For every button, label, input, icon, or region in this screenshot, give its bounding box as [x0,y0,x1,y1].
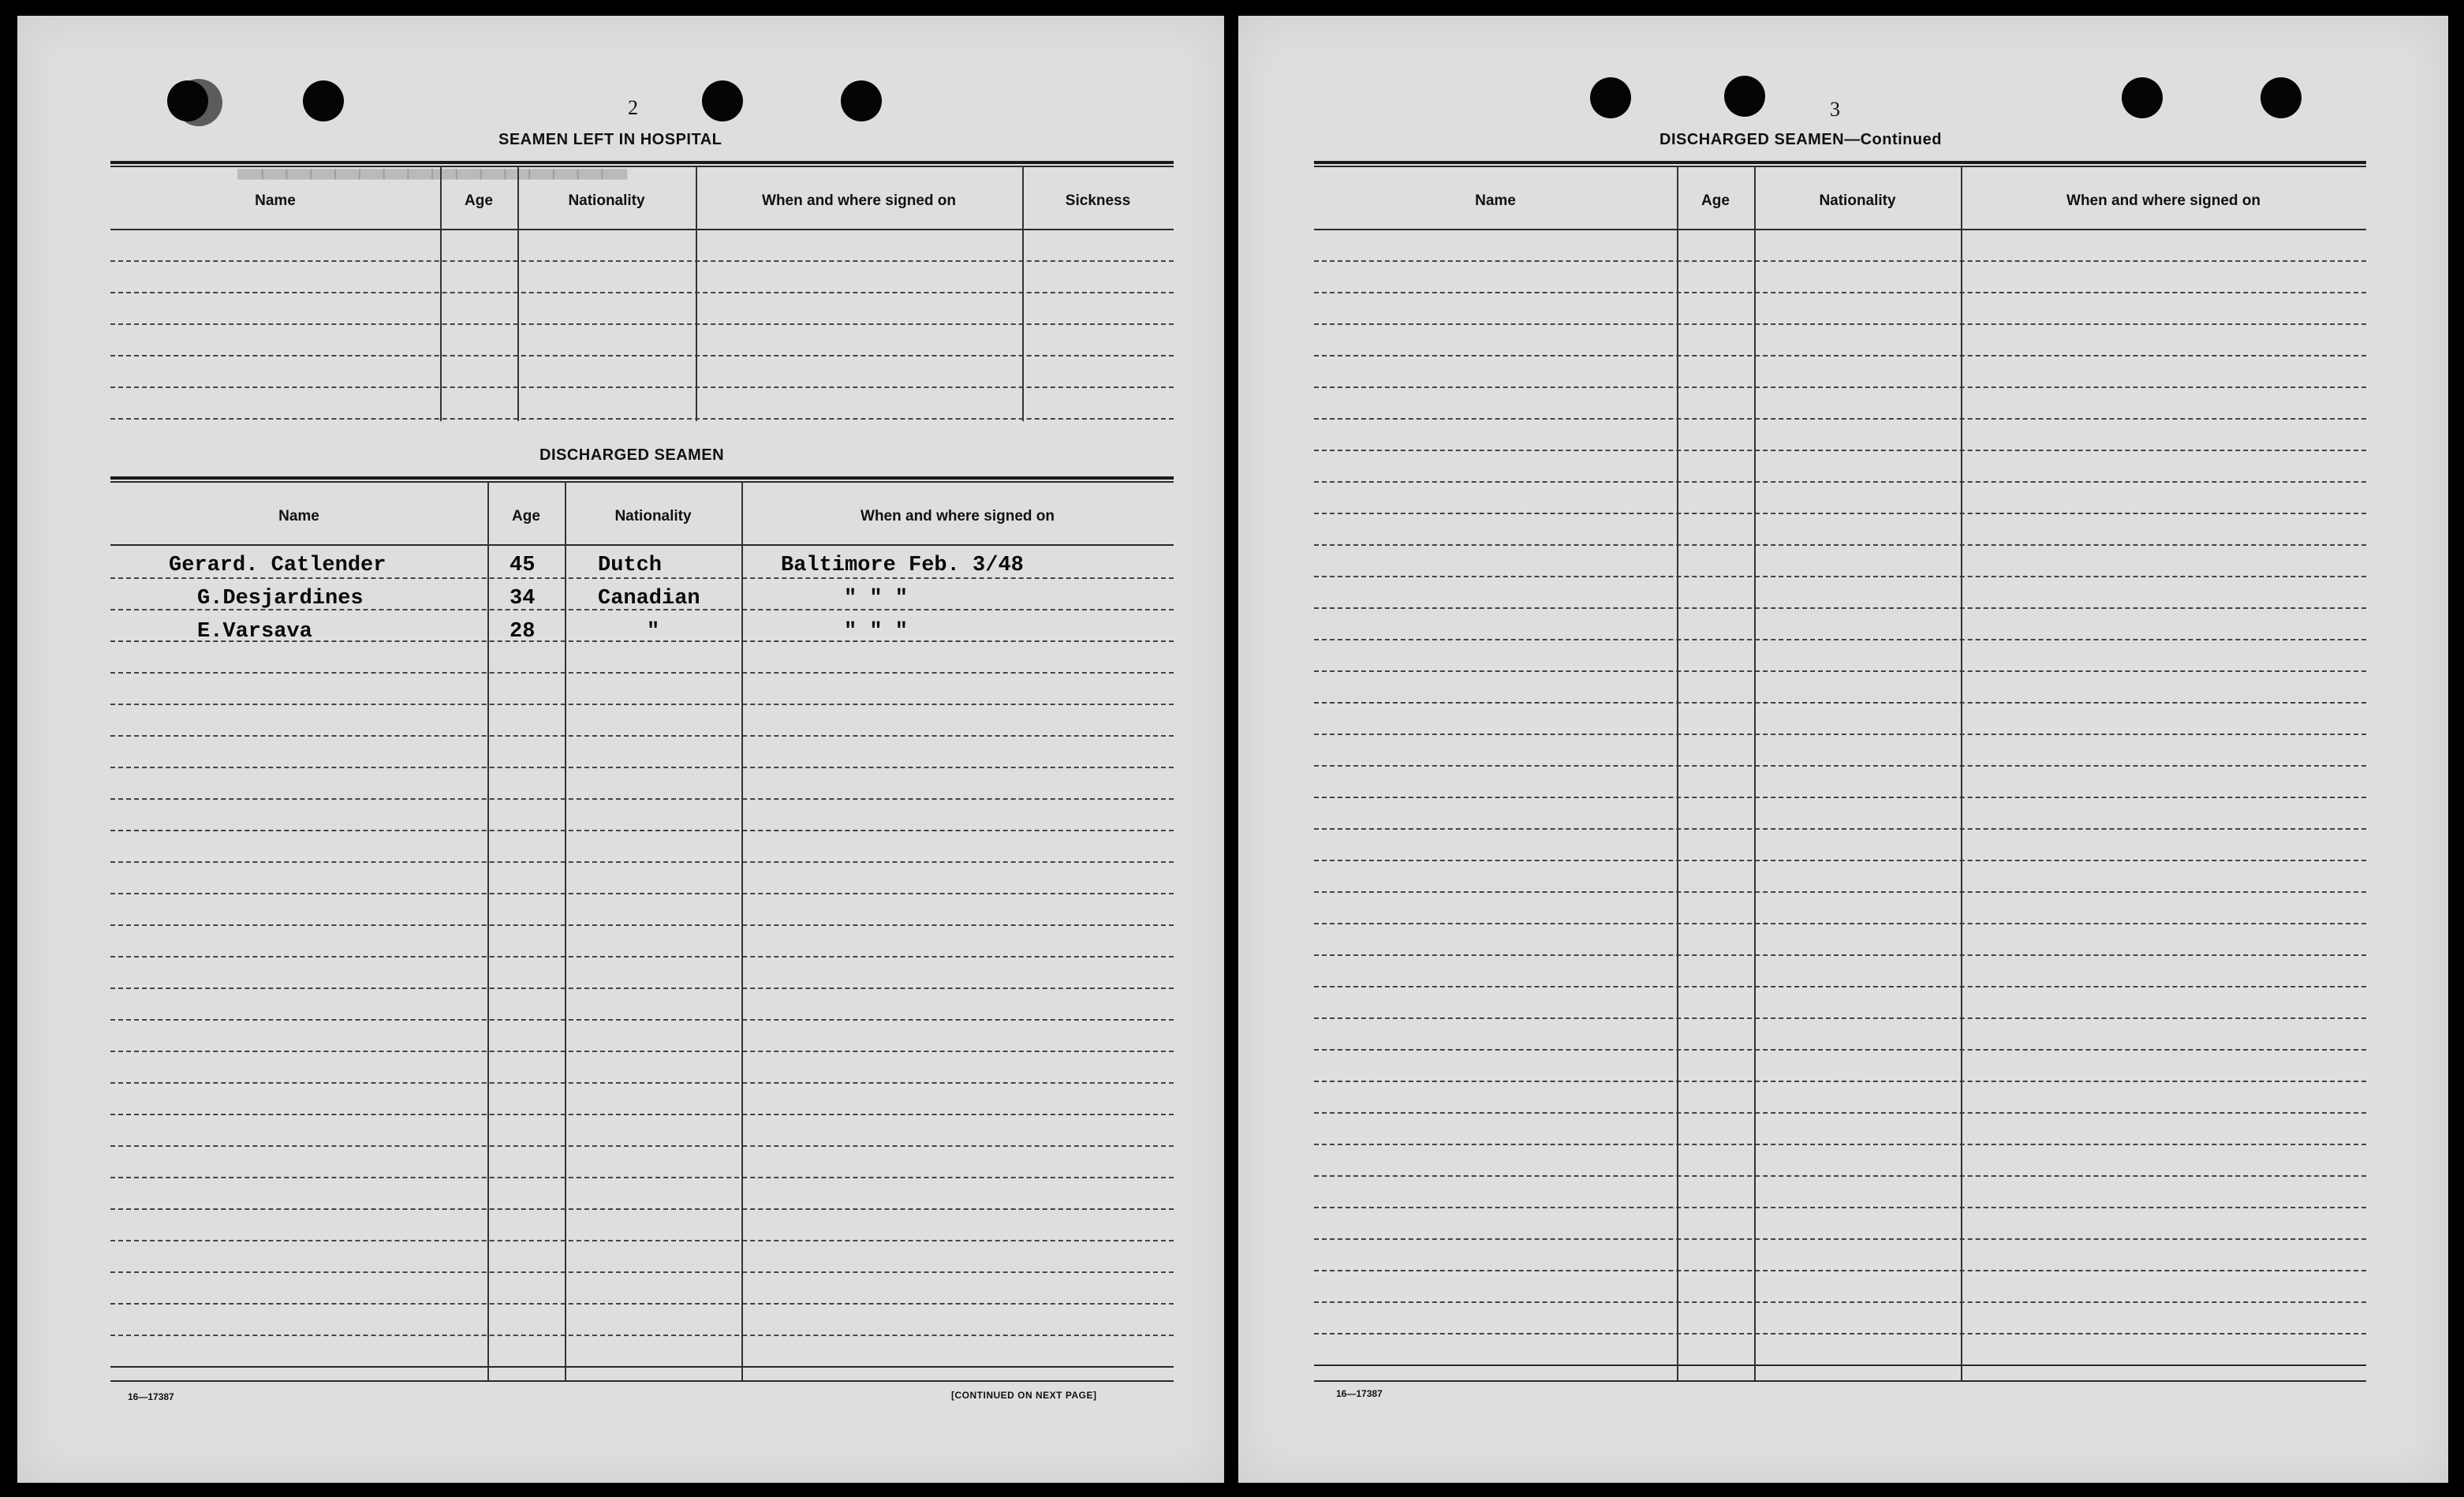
table-row-2-name: G.Desjardines [197,587,364,610]
column-header-nationality: Nationality [568,192,645,209]
column-header-nationality: Nationality [614,508,692,525]
column-header-signed-on: When and where signed on [2066,192,2261,209]
table-row-3-age: 28 [510,620,536,644]
discharged-table [110,476,1174,1399]
punch-hole [702,80,743,121]
punch-hole-shadow [175,79,222,126]
column-header-signed-on: When and where signed on [861,508,1055,525]
hospital-table [110,161,1174,421]
column-header-age: Age [465,192,493,209]
table-row-2-age: 34 [510,587,536,610]
left-page [17,16,1224,1483]
table-row-3-nationality: " [647,620,660,644]
form-number: 16—17387 [128,1391,174,1402]
table-row-1-name: Gerard. Catlender [169,554,386,577]
column-header-name: Name [255,192,296,209]
section-title-main: DISCHARGED SEAMEN [1659,131,1845,148]
column-header-name: Name [1475,192,1516,209]
discharged-continued-table [1314,161,2366,1401]
table-row-3-name: E.Varsava [197,620,312,644]
table-row-1-age: 45 [510,554,536,577]
column-header-nationality: Nationality [1819,192,1896,209]
table-row-2-nationality: Canadian [598,587,700,610]
punch-hole [1724,76,1765,117]
table-row-1-signed-on: Baltimore Feb. 3/48 [781,554,1024,577]
page-number: 3 [1830,98,1840,121]
column-header-signed-on: When and where signed on [762,192,956,209]
punch-hole [2261,77,2302,118]
right-page [1238,16,2448,1483]
column-header-name: Name [278,508,319,525]
form-number: 16—17387 [1336,1388,1383,1399]
hospital-section-title: SEAMEN LEFT IN HOSPITAL [498,131,722,148]
punch-hole [1590,77,1631,118]
punch-hole [303,80,344,121]
discharged-continued-title [1659,131,1942,149]
continued-note: [CONTINUED ON NEXT PAGE] [951,1390,1097,1401]
table-row-1-nationality: Dutch [598,554,663,577]
page-number: 2 [628,96,638,119]
section-title-suffix: —Continued [1844,131,1942,148]
punch-hole [2122,77,2163,118]
table-row-3-signed-on: " " " [844,620,909,644]
column-header-sickness: Sickness [1065,192,1131,209]
column-header-age: Age [512,508,540,525]
table-row-2-signed-on: " " " [844,587,909,610]
discharged-section-title: DISCHARGED SEAMEN [539,446,725,464]
punch-hole [841,80,882,121]
column-header-age: Age [1701,192,1730,209]
